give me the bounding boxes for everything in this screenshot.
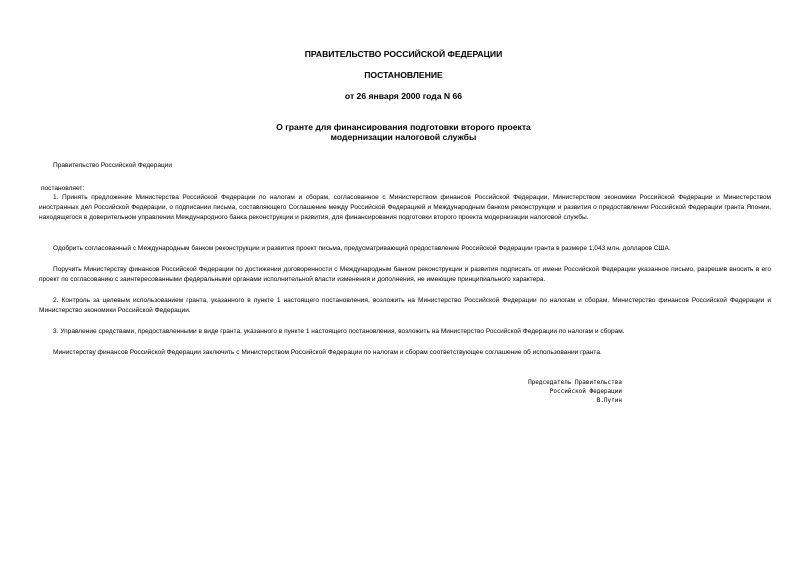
paragraph-text: 2. Контроль за целевым использованием гранта, указанного в пункте 1 настоящего постановления, возложить на Министерство Российской Федерации по налогам и сборам, Министерство финансов Российской Федерации и Министерство экономики Российской Федерации.	[39, 297, 771, 314]
paragraph-text: Одобрить согласованный с Международным банком реконструкции и развития проект письма, предусматривающий предоставление Российской Федерации гранта в размере 1,043 млн. долларов США.	[53, 245, 671, 252]
signature-position: Председатель Правительства	[528, 379, 622, 386]
signature-name: В.Путин	[596, 397, 622, 404]
document-subject-line: О гранте для финансирования подготовки второго проекта	[276, 122, 531, 132]
paragraph-2	[39, 296, 771, 316]
document-type: ПОСТАНОВЛЕНИЕ	[364, 70, 443, 80]
paragraph-instruct	[39, 265, 771, 285]
document-date-number: от 26 января 2000 года N 66	[344, 91, 463, 101]
issuer-line: Правительство Российской Федерации	[53, 162, 173, 169]
decree-line: постановляет:	[41, 185, 85, 192]
paragraph-final	[39, 348, 771, 358]
paragraph-text: 3. Управление средствами, предоставленными в виде гранта, указанного в пункте 1 настоящего постановления, возложить на Министерство Российской Федерации по налогам и сборам.	[53, 328, 625, 335]
paragraph-1	[39, 193, 771, 223]
paragraph-text: Поручить Министерству финансов Российской Федерации по достижении договоренности с Международным банком реконструкции и развития подписать от имени Российской Федерации указанное письмо, разрешив вносить в его проект по согласованию с заинтересованными федеральными органами исполнительной власти изменения и дополнения, не имеющие принципиального характера.	[39, 266, 771, 283]
signature-organization: Российской Федерации	[549, 388, 622, 395]
paragraph-text: 1. Принять предложение Министерства Российской Федерации по налогам и сборам, согласованное с Министерством финансов Российской Федерации, Министерством экономики Российской Федерации и Министерством иностранных дел Российской Федерации, о подписании письма, составляющего Соглашение между Российской Федерацией и Международным банком реконструкции и развития о предоставлении Российской Федерации гранта Японии, находящегося в доверительном управлении Международного банка реконструкции и развития, для финансирования подготовки второго проекта модернизации налоговой службы.	[39, 194, 771, 221]
document-title: ПРАВИТЕЛЬСТВО РОССИЙСКОЙ ФЕДЕРАЦИИ	[304, 49, 503, 59]
document-subject	[0, 122, 807, 142]
paragraph-text: Министерству финансов Российской Федерации заключить с Министерством Российской Федерации по налогам и сборам соответствующее соглашение об использовании гранта.	[53, 349, 602, 356]
signature-block	[0, 378, 622, 405]
paragraph-3	[39, 327, 771, 337]
document-subject-line: модернизации налоговой службы	[330, 132, 477, 142]
paragraph-approve	[39, 244, 771, 254]
